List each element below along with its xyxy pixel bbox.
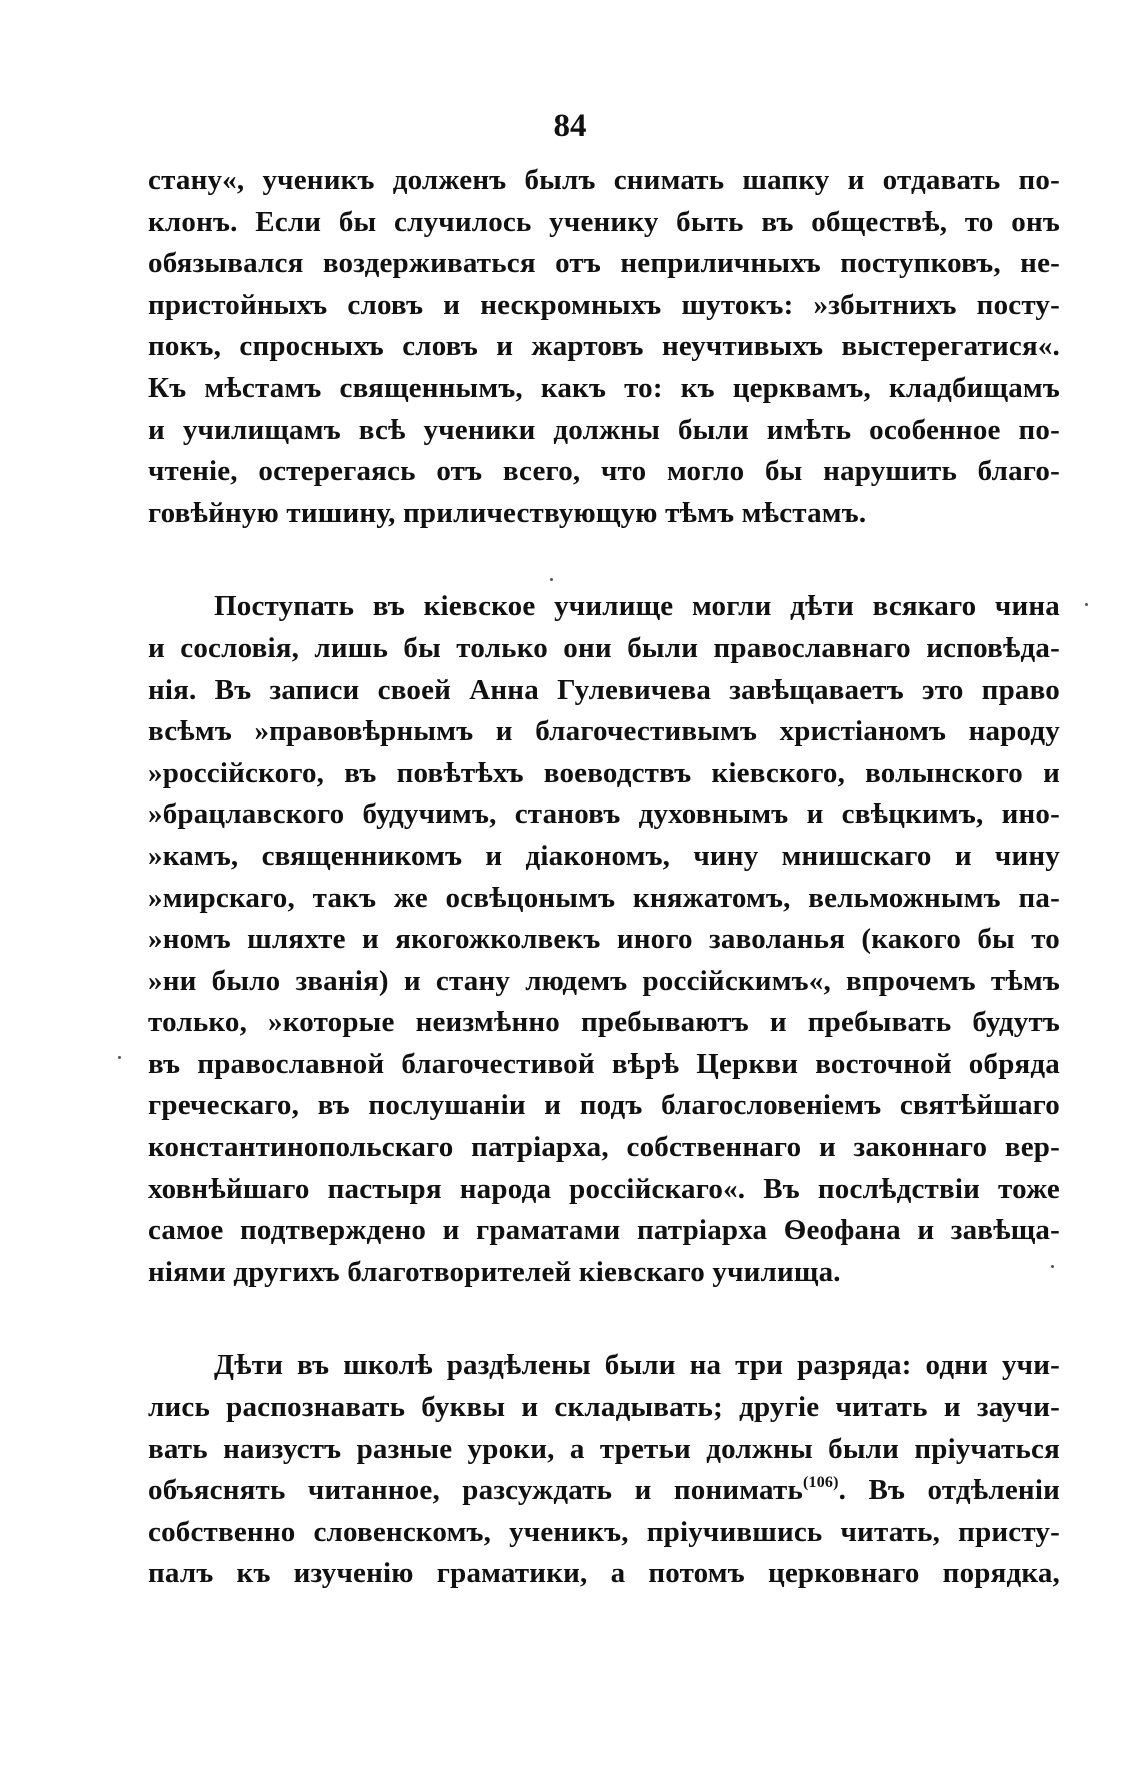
text-line: »брацлавского будучимъ, становъ духовнымъ и свѣцкимъ, ино-	[148, 798, 1060, 831]
text-line: всѣмъ »правовѣрнымъ и благочестивымъ христіаномъ народу	[148, 715, 1060, 748]
body-text	[148, 160, 1060, 1595]
text-line: въ православной благочестивой вѣрѣ Церкви восточной обряда	[148, 1047, 1060, 1080]
text-line: и сословія, лишь бы только они были православнаго исповѣда-	[148, 631, 1060, 664]
text-line: Дѣти въ школѣ раздѣлены были на три разряда: одни учи-	[214, 1349, 1060, 1382]
text-line-tail: . Въ отдѣленіи	[838, 1474, 1060, 1507]
text-line: обязывался воздерживаться отъ неприличныхъ поступковъ, не-	[148, 247, 1060, 280]
text-line: пристойныхъ словъ и нескромныхъ шутокъ: »збытнихъ посту-	[148, 288, 1060, 321]
text-line: палъ къ изученію граматики, а потомъ церковнаго порядка,	[148, 1557, 1060, 1590]
page-number: 84	[553, 108, 587, 144]
text-line: »камъ, священникомъ и діакономъ, чину мнишскаго и чину	[148, 839, 1060, 872]
text-line: лись распознавать буквы и складывать; другіе читать и заучи-	[148, 1391, 1060, 1424]
text-line-head: объяснять читанное, разсуждать и понимать	[148, 1474, 803, 1507]
text-line: говѣйную тишину, приличествующую тѣмъ мѣстамъ.	[148, 496, 867, 529]
text-line: собственно словенскомъ, ученикъ, пріучившись читать, присту-	[148, 1515, 1060, 1548]
paragraph-gap	[148, 1293, 1060, 1345]
text-line: только, »которые неизмѣнно пребываютъ и пребывать будутъ	[148, 1006, 1060, 1039]
text-line: ніями другихъ благотворителей кіевскаго училища.	[148, 1255, 841, 1288]
paragraph-gap	[148, 534, 1060, 586]
paragraph	[148, 1345, 1060, 1595]
text-line: чтеніе, остерегаясь отъ всего, что могло бы нарушить благо-	[148, 455, 1060, 488]
text-line-with-footnote	[148, 1470, 1060, 1512]
text-line: »россійского, въ повѣтѣхъ воеводствъ кіевского, волынского и	[148, 756, 1060, 789]
paper-speck	[1085, 603, 1088, 606]
text-line: покъ, спросныхъ словъ и жартовъ неучтивыхъ выстерегатися«.	[148, 330, 1060, 363]
text-line: вать наизустъ разные уроки, а третьи должны были пріучаться	[148, 1432, 1060, 1465]
paper-speck	[550, 578, 553, 581]
text-line: Поступать въ кіевское училище могли дѣти всякаго чина	[214, 590, 1060, 623]
footnote-reference: (106)	[803, 1474, 839, 1492]
text-line: стану«, ученикъ долженъ былъ снимать шапку и отдавать по-	[148, 164, 1060, 196]
text-line: константинопольскаго патріарха, собственнаго и законнаго вер-	[148, 1131, 1060, 1164]
text-line: »номъ шляхте и якогожколвекъ иного заволанья (какого бы то	[148, 923, 1060, 956]
text-line: нія. Въ записи своей Анна Гулевичева завѣщаваетъ это право	[148, 673, 1060, 706]
text-line: Къ мѣстамъ священнымъ, какъ то: къ церквамъ, кладбищамъ	[148, 371, 1060, 404]
paragraph	[148, 160, 1060, 534]
text-line: ховнѣйшаго пастыря народа россійскаго«. Въ послѣдствіи тоже	[148, 1172, 1060, 1205]
text-line: »мирскаго, такъ же освѣцонымъ княжатомъ, вельможнымъ па-	[148, 881, 1060, 914]
text-line: греческаго, въ послушаніи и подъ благословеніемъ святѣйшаго	[148, 1089, 1060, 1122]
paper-speck	[118, 1056, 121, 1059]
text-line: и училищамъ всѣ ученики должны были имѣть особенное по-	[148, 413, 1060, 446]
paragraph	[148, 586, 1060, 1293]
paper-speck	[1051, 1265, 1054, 1268]
text-line: клонъ. Если бы случилось ученику быть въ обществѣ, то онъ	[148, 205, 1060, 238]
text-line: самое подтверждено и граматами патріарха Ѳеофана и завѣща-	[148, 1214, 1060, 1247]
text-line: »ни было званія) и стану людемъ россійскимъ«, впрочемъ тѣмъ	[148, 964, 1060, 997]
